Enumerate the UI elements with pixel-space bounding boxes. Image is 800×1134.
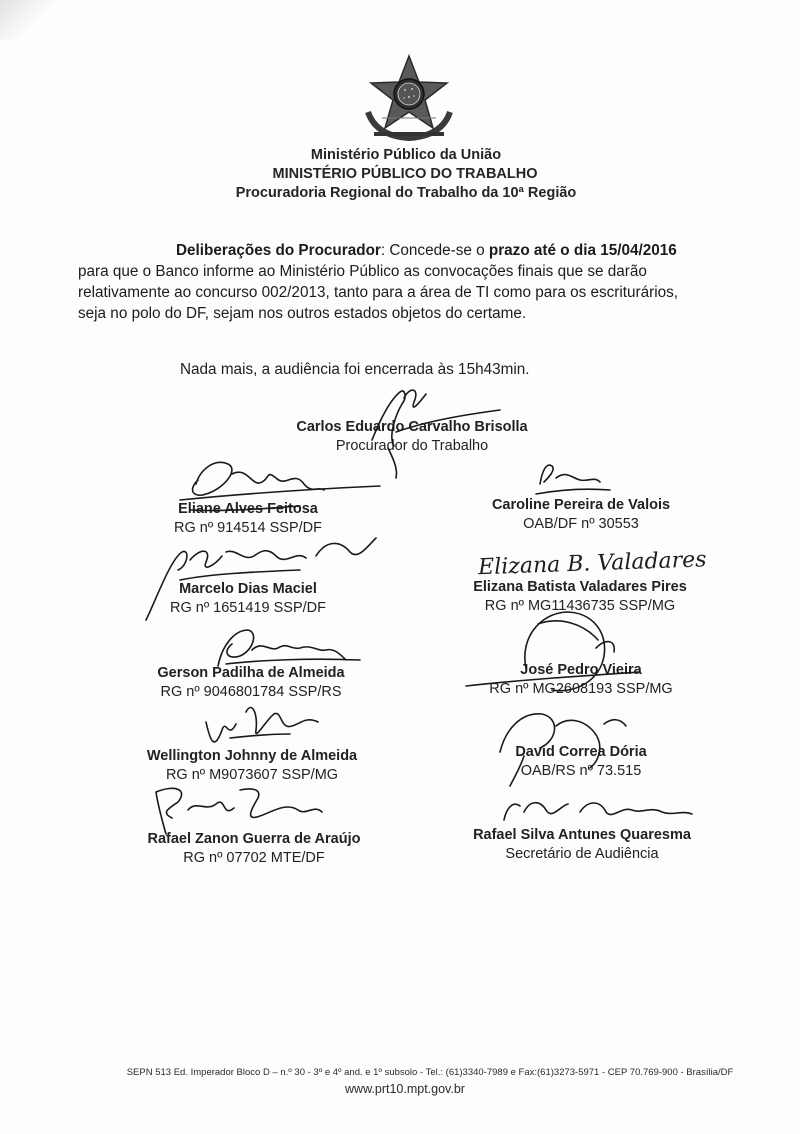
coat-of-arms-seal <box>362 52 456 142</box>
signature-araujo <box>156 788 322 834</box>
signatory-araujo <box>126 830 382 868</box>
signatory-name: Gerson Padilha de Almeida <box>157 665 345 681</box>
signatory-document: RG nº MG11436735 SSP/MG <box>484 598 676 614</box>
handwritten-valadares: Elizana B. Valadares <box>477 547 707 581</box>
signatory-name: Elizana Batista Valadares Pires <box>473 579 687 595</box>
deliberation-line-2: para que o Banco informe ao Ministério Público as convocações finais que se darão <box>78 263 647 280</box>
prosecutor-role: Procurador do Trabalho <box>335 438 489 454</box>
signatory-document: RG nº 07702 MTE/DF <box>183 850 325 866</box>
signatory-name: Marcelo Dias Maciel <box>179 581 317 597</box>
signatory-doria <box>470 743 692 781</box>
signatory-document: RG nº 1651419 SSP/DF <box>169 600 327 616</box>
signature-almeida-gerson <box>218 630 360 666</box>
signatory-name: Rafael Zanon Guerra de Araújo <box>147 831 361 847</box>
footer-website-link[interactable]: www.prt10.mpt.gov.br <box>345 1082 465 1096</box>
signatory-document: OAB/DF nº 30553 <box>523 516 639 532</box>
deliberation-line-3: relativamente ao concurso 002/2013, tanto para a área de TI como para os escriturários, <box>78 284 679 301</box>
signature-valois <box>536 465 610 494</box>
header-line-regional: Procuradoria Regional do Trabalho da 10ª Região <box>235 185 577 201</box>
signatory-valois <box>470 496 692 534</box>
signatory-almeida-wellington <box>126 747 378 785</box>
signatory-maciel <box>150 580 346 618</box>
header-line-mpt: MINISTÉRIO PÚBLICO DO TRABALHO <box>272 166 538 182</box>
signatory-document: RG nº 9046801784 SSP/RS <box>160 684 342 700</box>
signatory-name: Wellington Johnny de Almeida <box>146 748 358 764</box>
signatory-name: David Correa Dória <box>515 744 647 760</box>
signatory-document: RG nº 914514 SSP/DF <box>174 520 322 536</box>
deliberation-text-a: : Concede-se o <box>380 242 489 259</box>
signature-almeida-wellington <box>206 707 318 741</box>
signatory-document: OAB/RS nº 73.515 <box>520 763 642 779</box>
document-header <box>0 146 800 203</box>
signatory-vieira <box>470 661 692 699</box>
scan-shadow <box>0 0 60 40</box>
signatory-quaresma <box>452 826 712 864</box>
signatory-name: José Pedro Vieira <box>520 662 642 678</box>
signatory-document: Secretário de Audiência <box>505 846 659 862</box>
signatory-name: Eliane Alves Feitosa <box>178 501 318 517</box>
closing-statement: Nada mais, a audiência foi encerrada às 15h43min. <box>180 361 530 378</box>
deliberation-line-1 <box>78 240 744 261</box>
header-line-union: Ministério Público da União <box>310 147 502 163</box>
signature-quaresma <box>504 803 692 820</box>
deliberation-label: Deliberações do Procurador <box>176 242 381 259</box>
signatory-document: RG nº MG2608193 SSP/MG <box>489 681 673 697</box>
signatory-document: RG nº M9073607 SSP/MG <box>165 767 339 783</box>
deliberation-deadline: prazo até o dia 15/04/2016 <box>488 242 677 259</box>
signatory-name: Caroline Pereira de Valois <box>491 497 671 513</box>
deliberation-paragraph <box>78 240 744 324</box>
document-footer <box>0 1067 800 1097</box>
signatory-name: Rafael Silva Antunes Quaresma <box>473 827 691 843</box>
signatory-pires <box>452 578 708 616</box>
prosecutor-name: Carlos Eduardo Carvalho Brisolla <box>296 419 528 435</box>
signatory-feitosa <box>150 500 346 538</box>
signatory-almeida-gerson <box>140 664 362 702</box>
footer-address: SEPN 513 Ed. Imperador Bloco D – n.º 30 - 3º e 4º and. e 1º subsolo - Tel.: (61)3340-7989 e Fax:(61)3273-5971 - CEP 70.769-900 - Brasília/DF <box>126 1067 734 1078</box>
deliberation-line-4: seja no polo do DF, sejam nos outros estados objetos do certame. <box>78 305 527 322</box>
prosecutor-block <box>280 418 544 456</box>
